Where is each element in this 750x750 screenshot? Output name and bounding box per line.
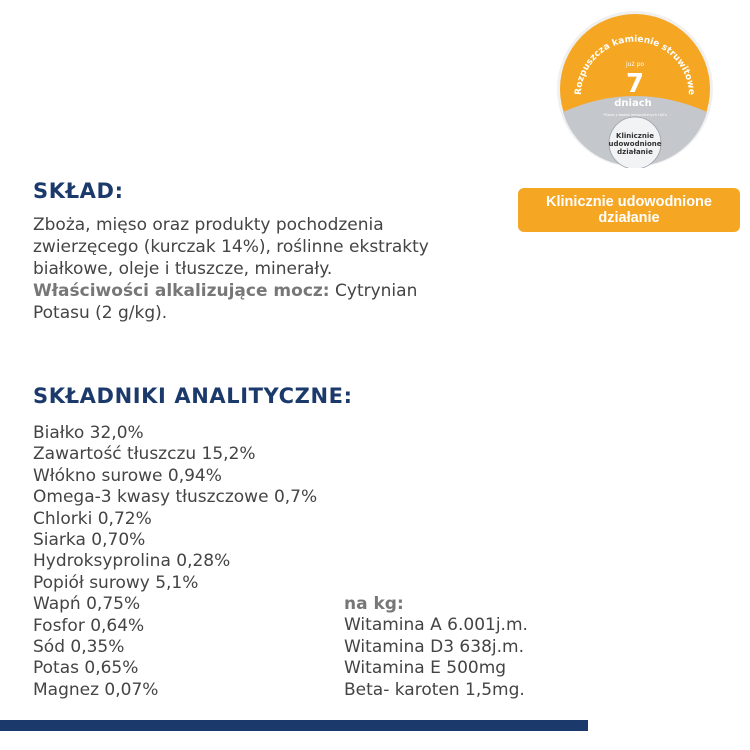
composition-line: zwierzęcego (kurczak 14%), roślinne ekstrakty — [33, 237, 429, 257]
list-item: Chlorki 0,72% — [33, 508, 152, 529]
list-item: Potas 0,65% — [33, 658, 139, 679]
composition-heading: SKŁAD: — [33, 179, 124, 203]
alkalizing-label: Właściwości alkalizujące mocz: — [33, 281, 330, 301]
clinically-proven-badge — [556, 10, 714, 168]
badge-small-top: już po — [625, 61, 645, 68]
badge-footnote: *Dane z badań wewnętrznych Hill's — [603, 113, 667, 117]
badge-inner-line-2: udowodnione — [608, 140, 662, 148]
badge-inner-line-1: Klinicznie — [616, 132, 654, 140]
list-item: Witamina A 6.001j.m. — [344, 615, 528, 636]
bottom-accent-bar — [0, 720, 588, 731]
badge-unit: dniach — [614, 98, 652, 109]
analytical-heading: SKŁADNIKI ANALITYCZNE: — [33, 384, 353, 408]
per-kg-list — [344, 594, 604, 701]
composition-line: Zboża, mięso oraz produkty pochodzenia — [33, 215, 384, 235]
list-item: Fosfor 0,64% — [33, 615, 145, 636]
composition-line: białkowe, oleje i tłuszcze, minerały. — [33, 259, 333, 279]
alkalizing-value: Cytrynian — [329, 281, 418, 301]
analytical-list — [33, 423, 333, 701]
list-item: Zawartość tłuszczu 15,2% — [33, 444, 256, 465]
list-item: Wapń 0,75% — [33, 594, 141, 615]
list-item: Sód 0,35% — [33, 636, 125, 657]
clinically-proven-pill — [518, 188, 740, 232]
list-item: Witamina D3 638j.m. — [344, 636, 524, 657]
badge-number: 7 — [625, 69, 645, 99]
composition-line: Potasu (2 g/kg). — [33, 303, 168, 323]
badge-arc-text: Rozpuszcza kamienie struwitowe — [573, 34, 697, 96]
badge-inner-line-3: działanie — [617, 148, 653, 156]
list-item: Magnez 0,07% — [33, 679, 159, 700]
per-kg-heading: na kg: — [344, 594, 404, 614]
pill-label: Klinicznie udowodnione działanie — [546, 194, 712, 226]
composition-text — [33, 214, 513, 324]
list-item: Hydroksyprolina 0,28% — [33, 551, 231, 572]
list-item: Białko 32,0% — [33, 423, 144, 443]
list-item: Siarka 0,70% — [33, 529, 146, 550]
list-item: Omega-3 kwasy tłuszczowe 0,7% — [33, 487, 318, 508]
list-item: Beta- karoten 1,5mg. — [344, 679, 525, 700]
list-item: Witamina E 500mg — [344, 658, 507, 679]
list-item: Popiół surowy 5,1% — [33, 572, 199, 593]
list-item: Włókno surowe 0,94% — [33, 465, 222, 486]
